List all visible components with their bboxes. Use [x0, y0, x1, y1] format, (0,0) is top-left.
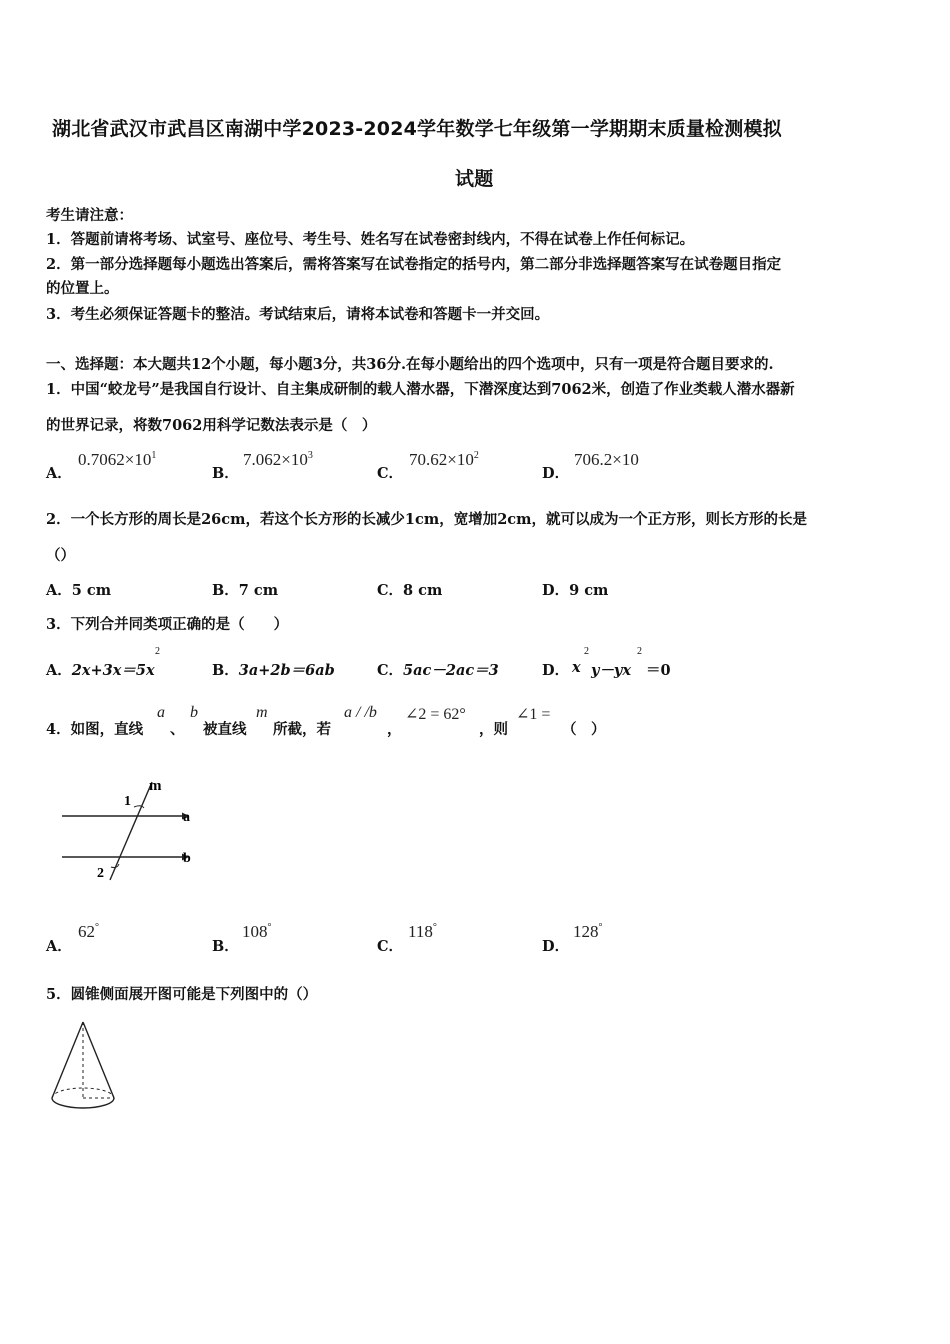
q1-option-c-label: C．	[377, 465, 404, 482]
cone-base-front	[52, 1098, 114, 1108]
q2-option-c: C．8 cm	[377, 582, 443, 599]
q3-option-b: B．3a+2b＝6ab	[212, 662, 335, 679]
q3-option-d-exp-1: 2	[584, 646, 589, 657]
q4-option-b-value: 108°	[242, 922, 272, 941]
q4-line-b: b	[190, 704, 198, 721]
q4-option-d-label: D．	[542, 938, 570, 955]
q4-line-m: m	[256, 704, 268, 721]
label-b: b	[183, 851, 191, 866]
q1-option-a-label: A．	[46, 465, 72, 482]
exam-title-line-1: 湖北省武汉市武昌区南湖中学2023-2024学年数学七年级第一学期期末质量检测模拟	[52, 118, 782, 140]
q4-stem-part-7: （ ）	[562, 721, 606, 738]
section-heading: 一、选择题：本大题共12个小题，每小题3分，共36分.在每小题给出的四个选项中，只有一项是符合题目要求的.	[46, 356, 774, 373]
q4-angle-question: ∠1 =	[516, 706, 551, 723]
q2-stem-line-1: 2．一个长方形的周长是26cm，若这个长方形的长减少1cm，宽增加2cm，就可以成为一个正方形，则长方形的长是	[46, 511, 807, 528]
label-m: m	[149, 778, 162, 794]
q4-option-c-value: 118°	[408, 922, 437, 941]
q4-option-b-label: B．	[212, 938, 239, 955]
q4-stem-part-3: 被直线	[203, 721, 247, 738]
q4-option-c-label: C．	[377, 938, 404, 955]
q4-angle-condition: ∠2 = 62°	[405, 706, 466, 723]
notice-item-1: 1．答题前请将考场、试室号、座位号、考生号、姓名写在试卷密封线内，不得在试卷上作任何标记。	[46, 231, 695, 248]
q4-figure	[55, 770, 215, 885]
label-angle-1: 1	[124, 794, 131, 809]
q5-stem: 5．圆锥侧面展开图可能是下列图中的（）	[46, 986, 318, 1003]
q2-option-b: B．7 cm	[212, 582, 279, 599]
q4-parallel-condition: a / /b	[344, 704, 377, 721]
exam-title-line-2: 试题	[455, 168, 494, 190]
cone-right-edge	[83, 1022, 114, 1098]
q4-option-d-value: 128°	[573, 922, 603, 941]
q1-option-b-value: $7.062\times 10^3$	[243, 450, 313, 469]
q4-stem-part-2: 、	[170, 721, 185, 738]
q5-cone-figure	[48, 1018, 120, 1114]
q4-stem-part-1: 4．如图，直线	[46, 721, 144, 738]
q1-stem-line-1: 1．中国“蛟龙号”是我国自行设计、自主集成研制的载人潜水器，下潜深度达到7062米，创造了作业类载人潜水器新	[46, 381, 795, 398]
q1-option-b-label: B．	[212, 465, 239, 482]
label-angle-2: 2	[97, 866, 104, 881]
label-a: a	[183, 810, 190, 825]
q1-option-d-label: D．	[542, 465, 570, 482]
q3-option-d-term-1: x	[572, 659, 581, 676]
notice-item-2: 2．第一部分选择题每小题选出答案后，需将答案写在试卷指定的括号内，第二部分非选择题答案写在试卷题目指定	[46, 256, 782, 273]
q4-option-a-label: A．	[46, 938, 72, 955]
notice-heading: 考生请注意：	[46, 207, 133, 224]
q2-option-d: D．9 cm	[542, 582, 609, 599]
q4-stem-part-6: ，则	[479, 721, 508, 738]
q2-option-a: A．5 cm	[46, 582, 112, 599]
angle-1-arc	[134, 806, 144, 808]
q3-option-d-label: D．	[542, 662, 570, 679]
q2-stem-line-2: （）	[46, 547, 75, 564]
q4-stem-part-5: ，	[387, 721, 402, 738]
q4-line-a: a	[157, 704, 165, 721]
q3-stem: 3．下列合并同类项正确的是（ ）	[46, 616, 289, 633]
line-m	[110, 782, 152, 880]
q3-option-a-exponent: 2	[155, 646, 160, 657]
q3-option-a: A．2x+3x＝5x	[46, 662, 155, 679]
q1-option-d-value: 706.2×10	[574, 450, 639, 469]
q3-option-d-term-3: ＝0	[646, 662, 671, 679]
angle-2-arc	[111, 864, 119, 868]
q3-option-d-exp-2: 2	[637, 646, 642, 657]
q1-stem-line-2: 的世界记录，将数7062用科学记数法表示是（ ）	[46, 417, 377, 434]
q1-option-a-value: $0.7062\times 10^1$	[78, 450, 157, 469]
notice-item-2-cont: 的位置上。	[46, 280, 119, 297]
notice-item-3: 3．考生必须保证答题卡的整洁。考试结束后，请将本试卷和答题卡一并交回。	[46, 306, 550, 323]
q1-option-c-value: $70.62\times 10^2$	[409, 450, 479, 469]
cone-left-edge	[52, 1022, 83, 1098]
q3-option-d-term-2: y－yx	[591, 662, 631, 679]
q4-option-a-value: 62°	[78, 922, 99, 941]
q3-option-c: C．5ac－2ac＝3	[377, 662, 499, 679]
q4-stem-part-4: 所截，若	[273, 721, 331, 738]
